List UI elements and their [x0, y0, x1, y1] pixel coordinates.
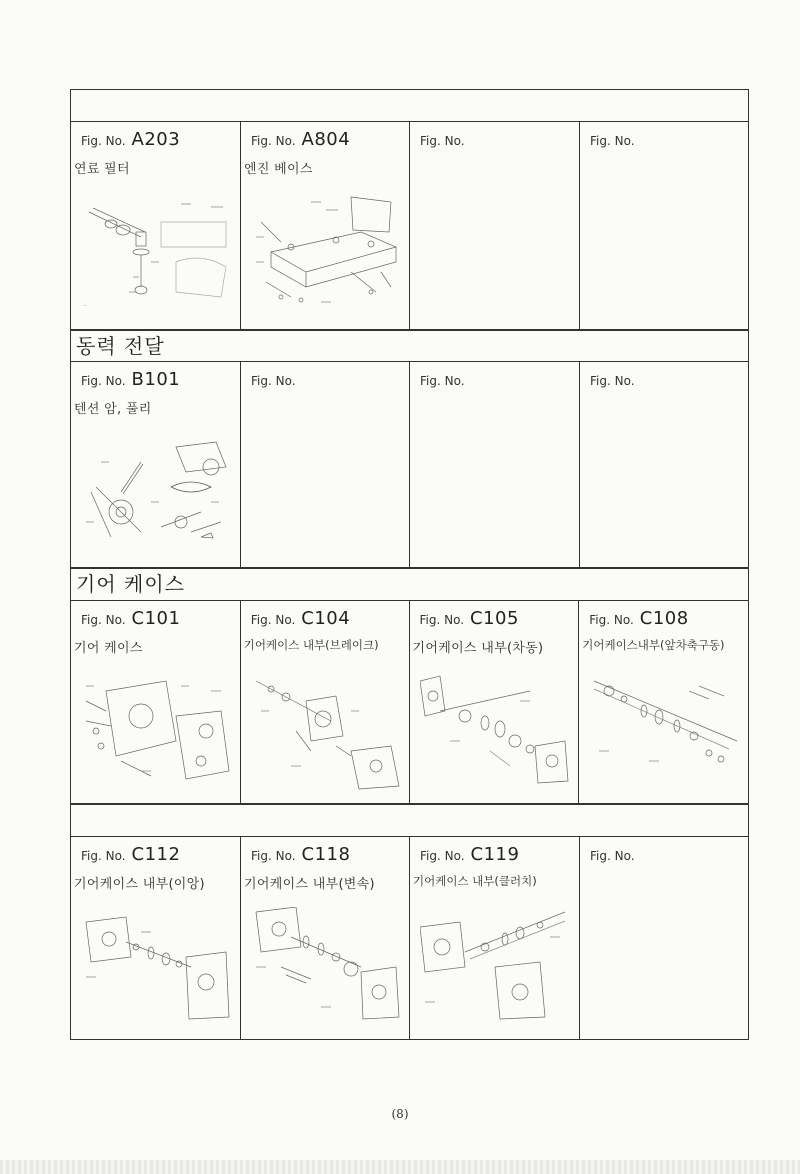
figure-cell-empty: [579, 122, 749, 330]
fig-code: C108: [639, 608, 689, 629]
part-name: 기어 케이스: [74, 641, 143, 656]
figure-cell-empty: [240, 362, 409, 568]
figure-cell-empty: [409, 122, 579, 330]
fig-label: Fig. No. C105: [419, 608, 519, 629]
figure-cell-empty: [579, 837, 749, 1040]
section-header-2: [70, 330, 749, 362]
figure-cell-C119[interactable]: [409, 837, 579, 1040]
part-name: 기어케이스내부(앞차축구동): [582, 638, 725, 652]
part-name: 기어케이스 내부(이앙): [74, 877, 205, 892]
section-3-grid: [70, 601, 749, 804]
fig-label: Fig. No. C104: [250, 608, 351, 629]
engine-base-diagram: [251, 192, 401, 312]
fig-label: Fig. No. C118: [251, 844, 351, 865]
page-number: (8): [391, 1107, 409, 1121]
part-name: 엔진 베이스: [244, 162, 313, 177]
fig-label: Fig. No. B101: [81, 369, 181, 390]
figure-cell-A203[interactable]: [70, 122, 240, 330]
fig-label: Fig. No. C108: [589, 608, 689, 629]
fig-label: Fig. No. A203: [81, 129, 181, 150]
section-2-grid: [70, 362, 749, 568]
figure-cell-C101[interactable]: [70, 601, 240, 804]
fig-label: Fig. No.: [590, 134, 635, 148]
fig-label: Fig. No.: [590, 374, 635, 388]
part-name: 기어케이스 내부(클러치): [413, 874, 537, 888]
part-name: 기어케이스 내부(변속): [244, 877, 375, 892]
fig-code: C104: [301, 608, 351, 629]
figure-cell-C108[interactable]: [578, 601, 749, 804]
fig-code: B101: [131, 369, 181, 390]
figure-cell-C118[interactable]: [240, 837, 409, 1040]
figure-cell-empty: [579, 362, 749, 568]
fig-label: Fig. No. C119: [420, 844, 520, 865]
section-title: 동력 전달: [76, 334, 165, 358]
part-name: 기어케이스 내부(브레이크): [243, 638, 379, 652]
svg-text:—: —: [83, 303, 87, 308]
figure-cell-C105[interactable]: [409, 601, 579, 804]
part-name: 연료 필터: [74, 162, 130, 177]
section-header-1: [70, 89, 749, 122]
section-4-grid: [70, 837, 749, 1040]
fig-code: A203: [131, 129, 181, 150]
fig-code: A804: [301, 129, 351, 150]
section-header-4: [70, 804, 749, 837]
figure-cell-C104[interactable]: [240, 601, 409, 804]
section-1-grid: [70, 122, 749, 330]
gear-case-differential-diagram: [420, 671, 570, 791]
section-title: 기어 케이스: [76, 572, 185, 596]
fig-label: Fig. No. C101: [81, 608, 181, 629]
fig-code: C105: [470, 608, 519, 629]
gear-case-planting-diagram: [81, 907, 231, 1027]
fig-code: C118: [301, 844, 351, 865]
fig-label: Fig. No.: [251, 374, 296, 388]
part-name: 기어케이스 내부(차동): [412, 641, 544, 656]
fig-label: Fig. No. C112: [81, 844, 181, 865]
gear-case-shift-diagram: [251, 907, 401, 1027]
fig-label: Fig. No.: [420, 134, 465, 148]
figure-cell-B101[interactable]: [70, 362, 240, 568]
fig-code: C112: [131, 844, 181, 865]
fig-label: Fig. No.: [420, 374, 465, 388]
figure-cell-A804[interactable]: [240, 122, 409, 330]
fuel-filter-diagram: [81, 192, 231, 312]
fig-label: Fig. No.: [590, 849, 635, 863]
fig-code: C101: [131, 608, 181, 629]
gear-case-diagram: [81, 671, 231, 791]
gear-case-brake-diagram: [251, 671, 401, 791]
tension-arm-pulley-diagram: [81, 432, 231, 552]
fig-label: Fig. No. A804: [251, 129, 351, 150]
figure-cell-C112[interactable]: [70, 837, 240, 1040]
scan-edge: [0, 1160, 800, 1174]
part-name: 텐션 암, 풀리: [74, 402, 152, 417]
gear-case-clutch-diagram: [420, 907, 570, 1027]
fig-code: C119: [470, 844, 520, 865]
section-header-3: [70, 568, 749, 601]
figure-cell-empty: [409, 362, 579, 568]
gear-case-front-axle-drive-diagram: [589, 671, 739, 791]
